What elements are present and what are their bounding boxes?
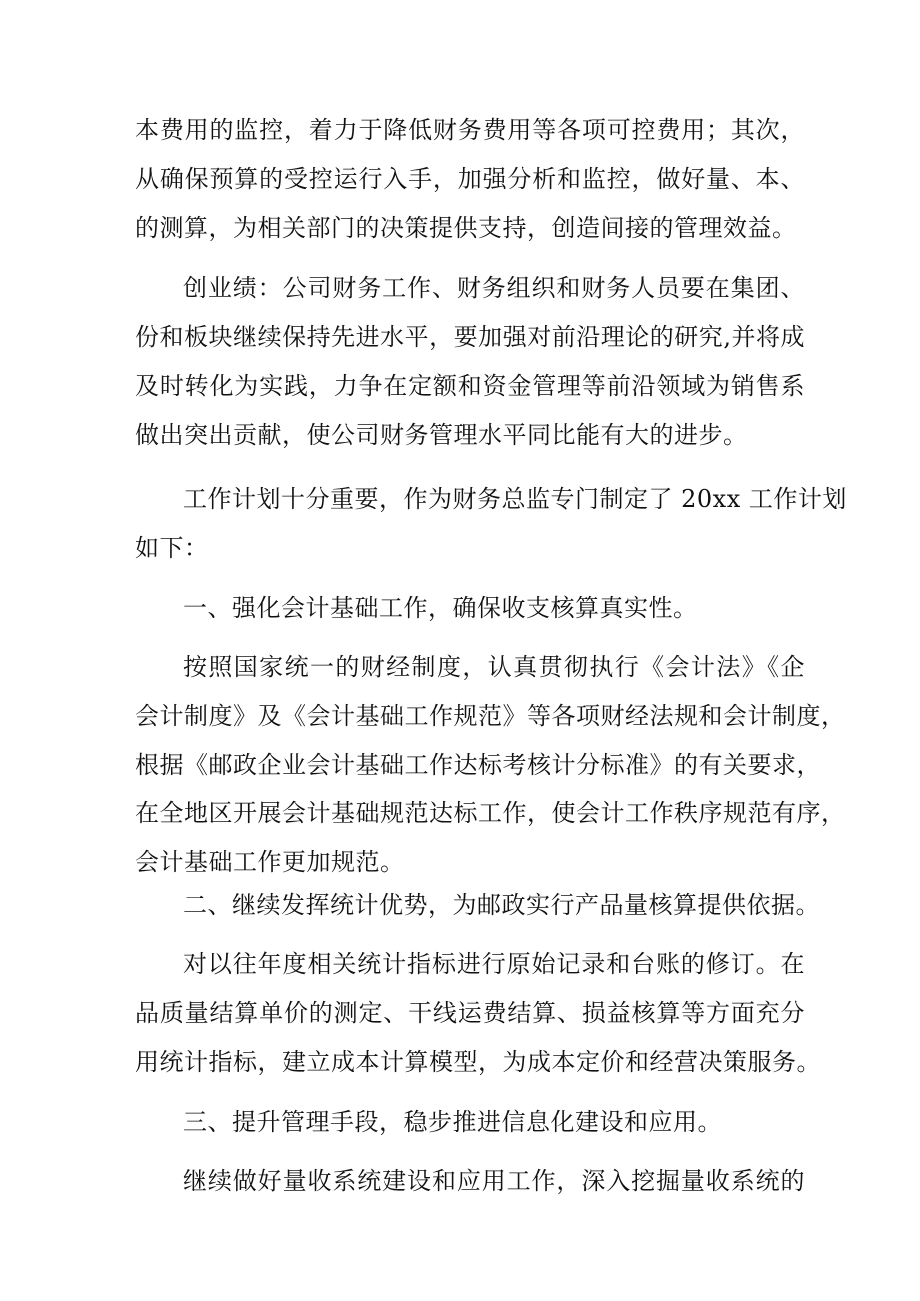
text-line: 从确保预算的受控运行入手，加强分析和监控，做好量、本、: [135, 165, 805, 193]
text-line: 创业绩：公司财务工作、财务组织和财务人员要在集团、: [183, 274, 805, 302]
text-line: 做出突出贡献，使公司财务管理水平同比能有大的进步。: [135, 421, 748, 449]
text-line: 按照国家统一的财经制度，认真贯彻执行《会计法》《企: [183, 653, 805, 681]
section-heading: 一、强化会计基础工作，确保收支核算真实性。: [183, 594, 698, 622]
text-line: 用统计指标，建立成本计算模型，为成本定价和经营决策服务。: [135, 1048, 821, 1076]
text-line: 继续做好量收系统建设和应用工作，深入挖掘量收系统的: [183, 1167, 805, 1195]
text-line: 根据《邮政企业会计基础工作达标考核计分标准》的有关要求，: [135, 751, 821, 779]
text-line: 如下：: [135, 534, 209, 562]
text-line: 工作计划十分重要，作为财务总监专门制定了 20xx 工作计划: [183, 485, 847, 513]
section-heading: 二、继续发挥统计优势，为邮政实行产品量核算提供依据。: [183, 891, 820, 919]
text-line: 对以往年度相关统计指标进行原始记录和台账的修订。在: [183, 950, 805, 978]
text-line: 的测算，为相关部门的决策提供支持，创造间接的管理效益。: [135, 214, 797, 242]
text-line: 品质量结算单价的测定、干线运费结算、损益核算等方面充分: [135, 999, 805, 1027]
section-heading: 三、提升管理手段，稳步推进信息化建设和应用。: [183, 1108, 722, 1136]
text-line: 及时转化为实践，力争在定额和资金管理等前沿领域为销售系: [135, 372, 805, 400]
text-line: 份和板块继续保持先进水平，要加强对前沿理论的研究,并将成: [135, 323, 805, 351]
text-line: 会计制度》及《会计基础工作规范》等各项财经法规和会计制度，: [135, 702, 846, 730]
text-line: 本费用的监控，着力于降低财务费用等各项可控费用；其次，: [135, 116, 805, 144]
text-line: 会计基础工作更加规范。: [135, 848, 405, 876]
text-line: 在全地区开展会计基础规范达标工作，使会计工作秩序规范有序，: [135, 799, 846, 827]
